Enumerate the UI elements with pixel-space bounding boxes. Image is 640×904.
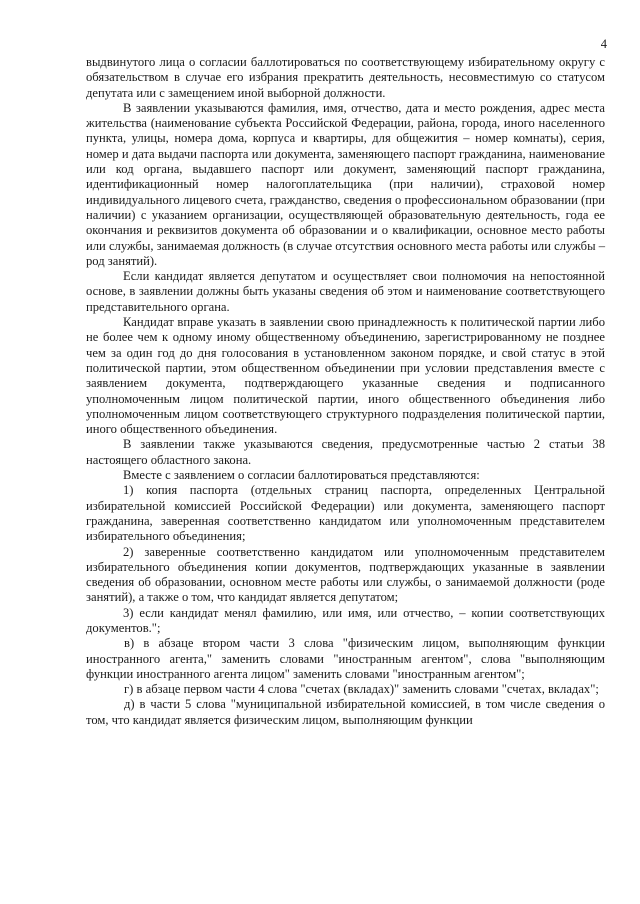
paragraph-application-contents: В заявлении указываются фамилия, имя, отчество, дата и место рождения, адрес места жительства (наименование субъекта Российской Федерации, района, города, иного населенного пункта, улицы, номера дома, корпуса и квартиры, для общежития – номер комнаты), серия, номер и дата выдачи паспорта или документа, заменяющего паспорт гражданина, наименование или код органа, выдавшего паспорт или документ, заменяющий паспорт гражданина, идентификационный номер налогоплательщика (при наличии), страховой номер индивидуального лицевого счета, гражданство, сведения о профессиональном образовании (при наличии) с указанием организации, осуществляющей образовательную деятельность, года ее окончания и реквизитов документа об образовании и о квалификации, основное место работы или службы, занимаемая должность (в случае отсутствия основного места работы или службы – род занятий). bbox=[86, 100, 605, 268]
amendment-item-v: в) в абзаце втором части 3 слова "физическим лицом, выполняющим функции иностранного агента," заменить словами "иностранным агентом", слова "выполняющим функции иностранного агента лицом" заменить словами "иностранным агентом"; bbox=[86, 636, 605, 681]
paragraph-article-38-reference: В заявлении также указываются сведения, предусмотренные частью 2 статьи 38 настоящего областного закона. bbox=[86, 437, 605, 467]
paragraph-continuation: выдвинутого лица о согласии баллотироваться по соответствующему избирательному округу с обязательством в случае его избрания прекратить деятельность, несовместимую со статусом депутата или с замещением иной выборной должности. bbox=[86, 55, 605, 100]
list-item-passport-copy: 1) копия паспорта (отдельных страниц паспорта, определенных Центральной избирательной комиссией Российской Федерации) или документа, заменяющего паспорт гражданина, заверенная соответственно кандидатом или уполномоченным представителем избирательного объединения; bbox=[86, 483, 605, 544]
paragraph-party-affiliation: Кандидат вправе указать в заявлении свою принадлежность к политической партии либо не более чем к одному иному общественному объединению, зарегистрированному не позднее чем за один год до дня голосования в установленном законом порядке, и свой статус в этой политической партии, этом общественном объединении при условии представления вместе с заявлением документа, подтверждающего указанные сведения и подписанного уполномоченным лицом политической партии, иного общественного объединения либо уполномоченным лицом соответствующего структурного подразделения политической партии, иного общественного объединения. bbox=[86, 315, 605, 437]
paragraph-deputy-info: Если кандидат является депутатом и осуществляет свои полномочия на непостоянной основе, в заявлении должны быть указаны сведения об этом и наименование соответствующего представительного органа. bbox=[86, 269, 605, 314]
paragraph-submitted-documents-intro: Вместе с заявлением о согласии баллотироваться представляются: bbox=[123, 468, 480, 483]
amendment-item-g: г) в абзаце первом части 4 слова "счетах (вкладах)" заменить словами "счетах, вкладах"; bbox=[124, 682, 599, 697]
list-item-certified-copies: 2) заверенные соответственно кандидатом или уполномоченным представителем избирательного объединения копии документов, подтверждающих указанные в заявлении сведения об образовании, основном месте работы или службы, о занимаемой должности (роде занятий), а также о том, что кандидат является депутатом; bbox=[86, 544, 605, 605]
page-number: 4 bbox=[600, 37, 607, 51]
amendment-item-d: д) в части 5 слова "муниципальной избирательной комиссией, в том числе сведения о том, что кандидат является физическим лицом, выполняющим функции bbox=[86, 697, 605, 727]
document-body bbox=[86, 55, 605, 728]
list-item-name-change-documents: 3) если кандидат менял фамилию, или имя, или отчество, – копии соответствующих документов."; bbox=[86, 605, 605, 635]
